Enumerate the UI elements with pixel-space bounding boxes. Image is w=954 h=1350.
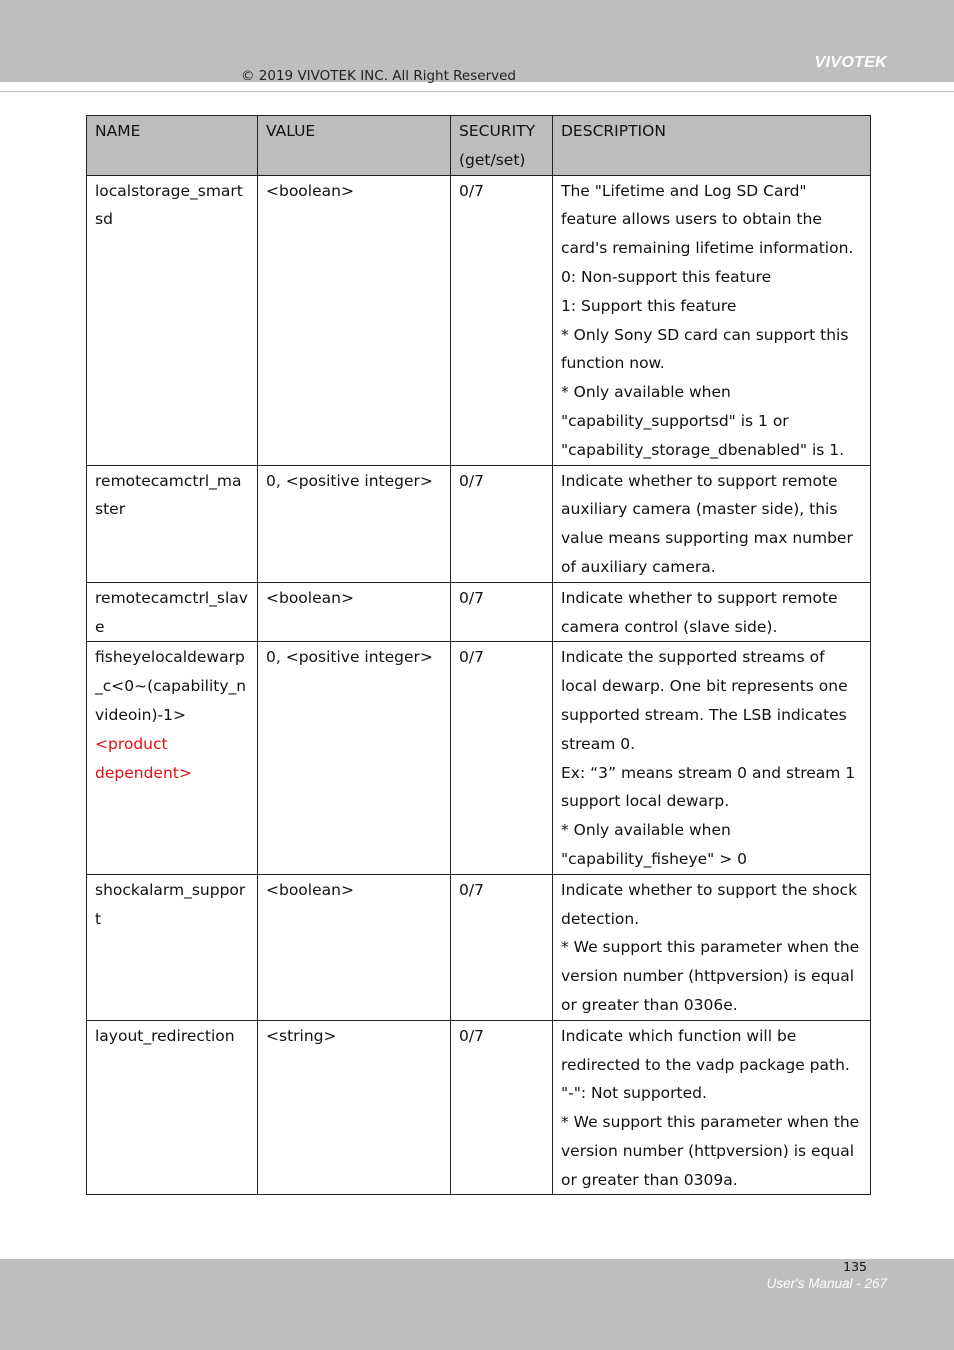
param-name: shockalarm_support	[87, 874, 258, 1020]
description-line: Indicate whether to support remote camera control (slave side).	[561, 588, 838, 636]
column-header-description: DESCRIPTION	[553, 116, 871, 176]
table-header-row	[87, 116, 871, 176]
param-value: <boolean>	[258, 874, 451, 1020]
param-security: 0/7	[451, 642, 553, 874]
description-line: * We support this parameter when the version number (httpversion) is equal or greater than 0309a.	[561, 1113, 860, 1189]
description-line: "-": Not supported.	[561, 1084, 707, 1103]
param-security: 0/7	[451, 874, 553, 1020]
param-name: localstorage_smartsd	[87, 175, 258, 465]
param-name: remotecamctrl_master	[87, 465, 258, 582]
header-divider	[0, 91, 954, 92]
param-name: remotecamctrl_slave	[87, 582, 258, 642]
parameter-table	[86, 115, 871, 1195]
param-description	[553, 642, 871, 874]
param-description	[553, 1020, 871, 1195]
table-row	[87, 582, 871, 642]
page-number: 135	[843, 1259, 867, 1274]
product-dependent-note: <product dependent>	[95, 734, 192, 782]
param-value: 0, <positive integer>	[258, 465, 451, 582]
footer-band	[0, 1259, 954, 1350]
table-row	[87, 874, 871, 1020]
description-line: Ex: “3” means stream 0 and stream 1 support local dewarp.	[561, 763, 856, 811]
param-description	[553, 465, 871, 582]
param-description	[553, 582, 871, 642]
description-line: 0: Non-support this feature	[561, 267, 772, 286]
description-line: Indicate the supported streams of local dewarp. One bit represents one supported stream. The LSB indicates stream 0.	[561, 648, 848, 753]
description-line: Indicate whether to support remote auxiliary camera (master side), this value means supporting max number of auxiliary camera.	[561, 471, 853, 576]
description-line: 1: Support this feature	[561, 296, 737, 315]
param-description	[553, 874, 871, 1020]
column-header-value: VALUE	[258, 116, 451, 176]
column-header-security: SECURITY (get/set)	[451, 116, 553, 176]
description-line: * Only Sony SD card can support this function now.	[561, 325, 849, 373]
table-row	[87, 1020, 871, 1195]
param-security: 0/7	[451, 582, 553, 642]
description-line: * Only available when "capability_supportsd" is 1 or "capability_storage_dbenabled" is 1.	[561, 383, 845, 459]
column-header-name: NAME	[87, 116, 258, 176]
param-security: 0/7	[451, 1020, 553, 1195]
param-name: fisheyelocaldewarp_c<0~(capability_nvideoin)-1>	[95, 648, 247, 724]
description-line: * Only available when "capability_fisheye" > 0	[561, 821, 747, 868]
param-description	[553, 175, 871, 465]
description-line: Indicate whether to support the shock detection.	[561, 880, 858, 928]
brand-logo: VIVOTEK	[814, 54, 887, 71]
param-name: layout_redirection	[87, 1020, 258, 1195]
param-value: <boolean>	[258, 582, 451, 642]
param-value: <boolean>	[258, 175, 451, 465]
table-row	[87, 465, 871, 582]
param-security: 0/7	[451, 465, 553, 582]
param-value: 0, <positive integer>	[258, 642, 451, 874]
manual-page-label: User's Manual - 267	[766, 1276, 887, 1291]
copyright-text: © 2019 VIVOTEK INC. All Right Reserved	[241, 68, 516, 84]
table-row	[87, 642, 871, 874]
param-security: 0/7	[451, 175, 553, 465]
table-row	[87, 175, 871, 465]
description-line: * We support this parameter when the version number (httpversion) is equal or greater than 0306e.	[561, 938, 860, 1014]
description-line: The "Lifetime and Log SD Card" feature allows users to obtain the card's remaining lifetime information.	[561, 181, 854, 258]
param-name-cell	[87, 642, 258, 874]
param-value: <string>	[258, 1020, 451, 1195]
description-line: Indicate which function will be redirected to the vadp package path.	[561, 1026, 850, 1074]
